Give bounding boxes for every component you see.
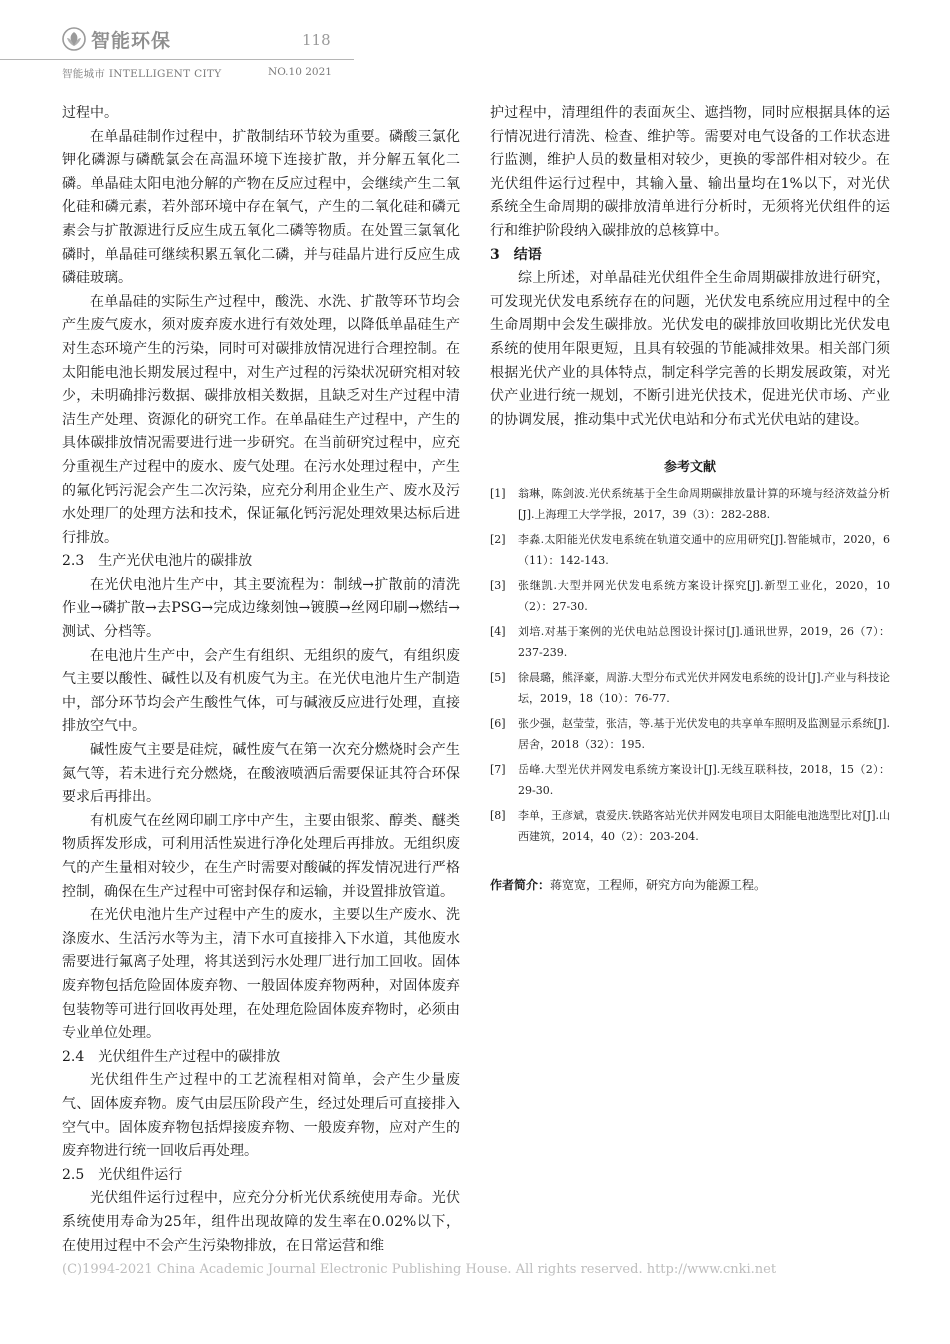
paragraph: 光伏组件运行过程中，应充分分析光伏系统使用寿命。光伏系统使用寿命为25年，组件出现故障的发生率在0.02%以下，在使用过程中不会产生污染物排放，在日常运营和维	[62, 1190, 460, 1254]
reference-item	[490, 667, 890, 709]
reference-text: 翁琳，陈剑波.光伏系统基于全生命周期碳排放量计算的环境与经济效益分析[J].上海理工大学学报，2017，39（3）：282-288.	[518, 487, 890, 522]
paragraph: 在单晶硅的实际生产过程中，酸洗、水洗、扩散等环节均会产生废气废水，须对废弃废水进行有效处理，以降低单晶硅生产对生态环境产生的污染，同时可对碳排放情况进行合理控制。在太阳能电池长期发展过程中，对生产过程的污染状况研究相对较少，未明确排污数据、碳排放相关数据，且缺乏对生产过程中清洁生产处理、资源化的研究工作。在单晶硅生产过程中，产生的具体碳排放情况需要进行进一步研究。在当前研究过程中，应充分重视生产过程中的废水、废气处理。在污水处理过程中，产生的氟化钙污泥会产生二次污染，应充分利用企业生产、废水及污水处理厂的处理方法和技术，保证氟化钙污泥处理效果达标后进行排放。	[62, 293, 460, 546]
paragraph: 光伏组件生产过程中的工艺流程相对简单，会产生少量废气、固体废弃物。废气由层压阶段产生，经过处理后可直接排入空气中。固体废弃物包括焊接废弃物、一般废弃物，应对产生的废弃物进行统一回收后再处理。	[62, 1072, 460, 1160]
section-heading-2-5: 2.5 光伏组件运行	[62, 1166, 183, 1183]
paragraph: 在电池片生产中，会产生有组织、无组织的废气，有组织废气主要以酸性、碱性以及有机废气为主。在光伏电池片生产制造中，部分环节均会产生酸性气体，可与碱液反应进行处理，直接排放空气中。	[62, 647, 460, 735]
section-heading-2-4: 2.4 光伏组件生产过程中的碳排放	[62, 1048, 281, 1065]
paragraph: 在光伏电池片生产过程中产生的废水，主要以生产废水、洗涤废水、生活污水等为主，清下水可直接排入下水道，其他废水需要进行氟离子处理，将其送到污水处理厂进行加工回收。固体废弃物包括危险固体废弃物、一般固体废弃物两种，对固体废弃包装物等可进行回收再处理，在处理危险固体废弃物时，必须由专业单位处理。	[62, 907, 460, 1042]
header-rule	[0, 59, 354, 60]
reference-item	[490, 529, 890, 571]
reference-text: 张少强，赵莹莹，张洁，等.基于光伏发电的共享单车照明及监测显示系统[J].居舍，2018（32）：195.	[518, 717, 890, 752]
paragraph: 综上所述，对单晶硅光伏组件全生命周期碳排放进行研究，可发现光伏发电系统存在的问题，光伏发电系统应用过程中的全生命周期中会发生碳排放。光伏发电的碳排放回收期比光伏发电系统的使用年限更短，且具有较强的节能减排效果。相关部门须根据光伏产业的具体特点，制定科学完善的长期发展政策，对光伏产业进行统一规划，不断引进光伏技术，促进光伏市场、产业的协调发展，推动集中式光伏电站和分布式光伏电站的建设。	[490, 270, 890, 428]
paragraph: 在单晶硅制作过程中，扩散制结环节较为重要。磷酸三氯化钾化磷源与磷酰氯会在高温环境下连接扩散，并分解五氧化二磷。单晶硅太阳电池分解的产物在反应过程中，会继续产生二氧化硅和磷元素，若外部环境中存在氧气，产生的二氧化硅和磷元素会与扩散源进行反应生成五氧化二磷等物质。在处置三氯氧化磷时，单晶硅可继续积累五氧化二磷，并与硅晶片进行反应生成磷硅玻璃。	[62, 128, 460, 287]
reference-text: 张继凯.大型并网光伏发电系统方案设计探究[J].新型工业化，2020，10（2）：27-30.	[518, 579, 890, 614]
reference-text: 岳峰.大型光伏并网发电系统方案设计[J].无线互联科技，2018，15（2）：29-30.	[518, 763, 890, 798]
reference-text: 徐晨璐，熊泽豪，周游.大型分布式光伏并网发电系统的设计[J].产业与科技论坛，2019，18（10）：76-77.	[518, 671, 890, 706]
section-brand: 智能环保	[91, 30, 172, 52]
issue-number: NO.10 2021	[268, 66, 332, 78]
paragraph: 过程中。	[62, 105, 118, 121]
reference-number: [8]	[490, 809, 506, 823]
author-bio	[490, 875, 890, 895]
reference-item	[490, 759, 890, 801]
journal-name: 智能城市 INTELLIGENT CITY	[62, 68, 222, 80]
page-header	[62, 24, 890, 84]
reference-number: [4]	[490, 625, 506, 639]
reference-number: [5]	[490, 671, 506, 685]
page-number: 118	[302, 31, 331, 49]
reference-number: [6]	[490, 717, 506, 731]
paragraph: 碱性废气主要是硅烷，碱性废气在第一次充分燃烧时会产生氮气等，若未进行充分燃烧，在酸液喷洒后需要保证其符合环保要求后再排出。	[62, 742, 460, 806]
references-list	[490, 483, 890, 847]
reference-item	[490, 483, 890, 525]
left-column	[62, 102, 460, 1258]
right-column	[490, 102, 890, 895]
reference-item	[490, 713, 890, 755]
paragraph: 护过程中，清理组件的表面灰尘、遮挡物，同时应根据具体的运行情况进行清洗、检查、维护等。需要对电气设备的工作状态进行监测，维护人员的数量相对较少，更换的零部件相对较少。在光伏组件运行过程中，其输入量、输出量均在1%以下，对光伏系统全生命周期的碳排放清单进行分析时，无须将光伏组件的运行和维护阶段纳入碳排放的总核算中。	[490, 105, 890, 239]
reference-number: [7]	[490, 763, 506, 777]
reference-number: [3]	[490, 579, 506, 593]
leaf-emblem-icon	[62, 27, 86, 51]
references-title: 参考文献	[663, 460, 716, 476]
reference-item	[490, 805, 890, 847]
section-heading-3: 3 结语	[490, 246, 542, 263]
paragraph: 在光伏电池片生产中，其主要流程为：制绒→扩散前的清洗作业→磷扩散→去PSG→完成边缘刻蚀→镀膜→丝网印刷→燃结→测试、分档等。	[62, 576, 460, 641]
paragraph: 有机废气在丝网印刷工序中产生，主要由银浆、醇类、醚类物质挥发形成，可利用活性炭进行净化处理后再排放。无组织废气的产生量相对较少，在生产时需要对酸碱的挥发情况进行严格控制，确保在生产过程中可密封保存和运输，并设置排放管道。	[62, 812, 460, 900]
reference-item	[490, 621, 890, 663]
section-heading-2-3: 2.3 生产光伏电池片的碳排放	[62, 553, 253, 570]
reference-text: 刘培.对基于案例的光伏电站总图设计探讨[J].通讯世界，2019，26（7）：237-239.	[518, 625, 890, 660]
reference-text: 李淼.太阳能光伏发电系统在轨道交通中的应用研究[J].智能城市，2020，6（11）：142-143.	[518, 533, 890, 568]
author-label: 作者简介：	[490, 878, 551, 893]
author-text: 蒋宽宽，工程师，研究方向为能源工程。	[550, 878, 767, 893]
copyright-watermark: (C)1994-2021 China Academic Journal Electronic Publishing House. All rights reserved. http://www.cnki.net	[62, 1262, 777, 1277]
reference-number: [2]	[490, 533, 506, 547]
reference-number: [1]	[490, 487, 506, 501]
reference-text: 李单，王彦斌，袁爱庆.铁路客站光伏并网发电项目太阳能电池选型比对[J].山西建筑，2014，40（2）：203-204.	[518, 809, 890, 844]
reference-item	[490, 575, 890, 617]
